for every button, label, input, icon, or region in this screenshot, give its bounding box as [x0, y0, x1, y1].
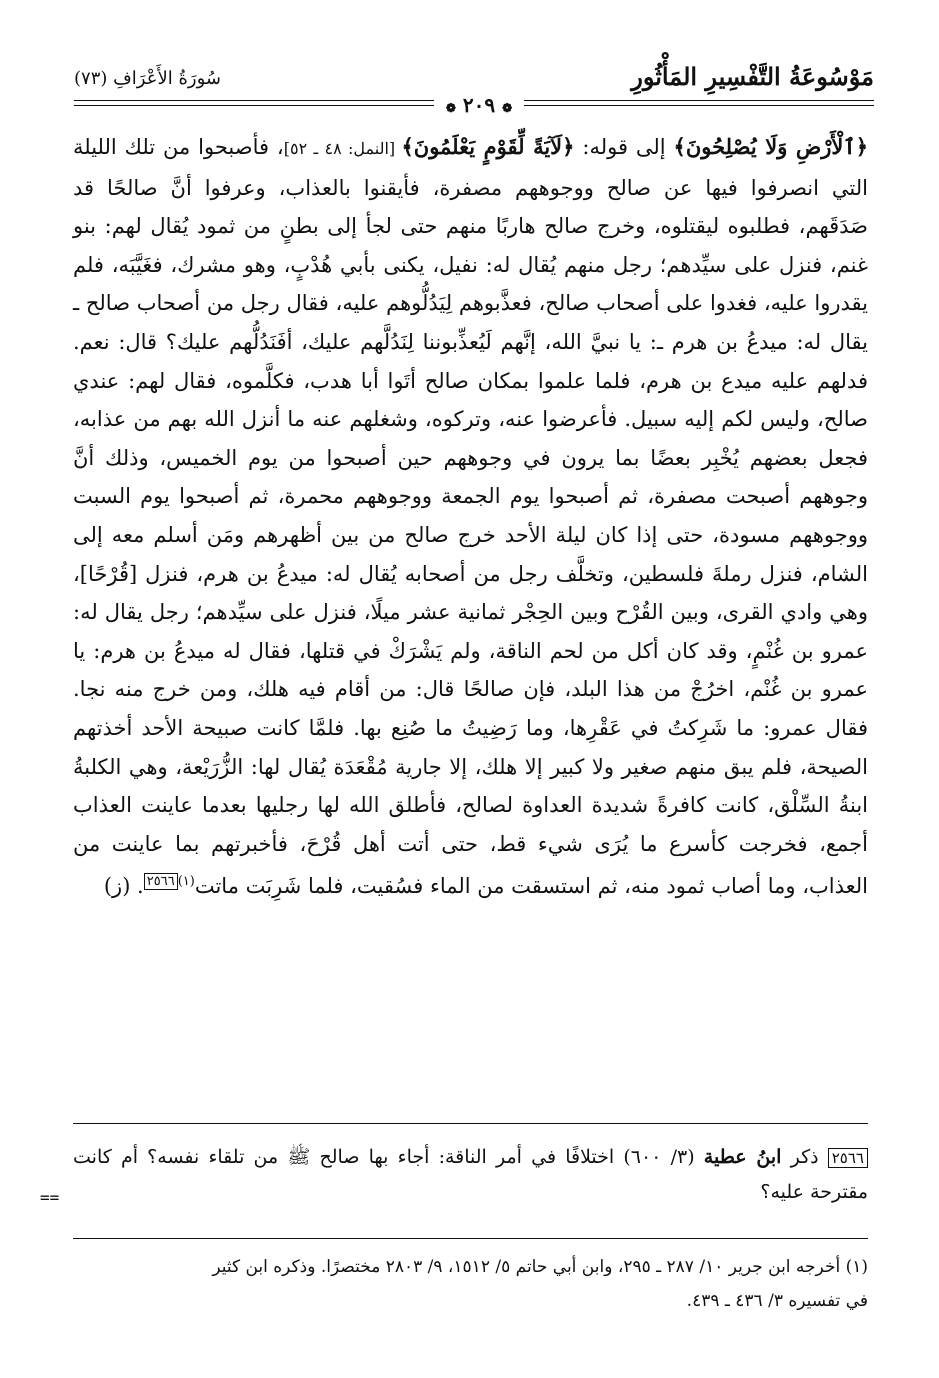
text-run: إلى قوله:: [574, 135, 674, 159]
commentary-note: [73, 1140, 868, 1209]
commentary-text: (٣/ ٦٠٠) اختلافًا في أمر الناقة: أجاء بها صالح ﷺ من تلقاء نفسه؟ أم كانت مقترحة عليه؟: [73, 1146, 868, 1203]
ornament-left-icon: ❁: [445, 101, 456, 115]
page-header: [74, 62, 874, 117]
sura-label: سُورَةُ الأَعْرَافِ (٧٣): [74, 68, 221, 89]
page-number-value: ٢٠٩: [462, 93, 496, 117]
quran-verse: ﴿لَآيَةً لِّقَوْمٍ يَعْلَمُونَ﴾: [401, 134, 575, 159]
main-paragraph: [73, 128, 868, 906]
footnote-separator: [73, 1238, 868, 1239]
quran-verse: ﴿ٱلْأَرْضِ وَلَا يُصْلِحُونَ﴾: [673, 134, 869, 159]
footnote-line: (١) أخرجه ابن جرير ١٠/ ٢٨٧ ـ ٢٩٥، وابن أبي حاتم ٥/ ١٥١٢، ٩/ ٢٨٠٣ مختصرًا. وذكره ابن كثير: [212, 1257, 868, 1277]
commentary-cross-reference[interactable]: ٢٥٦٦: [144, 873, 178, 890]
main-text: [73, 128, 868, 906]
commentary-author: ابنُ عطية: [703, 1146, 782, 1168]
continuation-mark: ==: [40, 1188, 60, 1207]
source-tag: . (ز): [103, 874, 144, 899]
sura-reference: [النمل: ٤٨ ـ ٥٢]: [283, 139, 402, 158]
footnote-marker[interactable]: (١): [177, 874, 195, 890]
ornament-right-icon: ❁: [502, 101, 513, 115]
page-number: [434, 92, 524, 121]
commentary-number: ٢٥٦٦: [828, 1148, 868, 1168]
footnotes: [73, 1250, 868, 1318]
commentary-separator: [73, 1123, 868, 1124]
footnote-line: في تفسيره ٣/ ٤٣٦ ـ ٤٣٩.: [686, 1291, 868, 1311]
book-title: مَوْسُوعَةُ التَّفْسِيرِ المَأْثُورِ: [631, 62, 874, 91]
commentary-text: ذكر: [781, 1146, 828, 1168]
text-run: ، فأصبحوا من تلك الليلة التي انصرفوا فيها عن صالح ووجوههم مصفرة، فأيقنوا بالعذاب، وعرفوا أنَّ صالحًا قد صَدَقَهم، فطلبوه ليقتلوه، وخرج صالح هاربًا منهم حتى لجأ إلى بطنٍ من ثمود يُقال لهم: بنو غنم، فنزل على سيِّدهم؛ رجل منهم يُقال له: نفيل، يكنى بأبي هُدْبٍ، وهو مشرك، فغَيَّبَه، فلم يقدروا عليه، فغدوا على أصحاب صالح، فعذَّبوهم لِيَدُلُّوهم عليه، فقال رجل من أصحاب صالح ـ يقال له: ميدعُ بن هرم ـ: يا نبيَّ الله، إنَّهم لَيُعذِّبوننا لِنَدُلَّهم عليك، أفَنَدُلُّهم عليك؟ قال: نعم. فدلهم عليه ميدع بن هرم، فلما علموا بمكان صالح أتَوا أبا هدب، فكلَّموه، فقال لهم: عندي صالح، وليس لكم إليه سبيل. فأعرضوا عنه، وتركوه، وشغلهم عنه ما أنزل الله بهم من عذابه، فجعل بعضهم يُخْبِر بعضًا بما يرون في وجوههم حين أصبحوا من يوم الخميس، وذلك أنَّ وجوههم أصبحت مصفرة، ثم أصبحوا يوم الجمعة ووجوههم محمرة، ثم أصبحوا يوم السبت ووجوههم مسودة، حتى إذا كان ليلة الأحد خرج صالح من بين أظهرهم ومَن أسلم معه إلى الشام، فنزل رملةَ فلسطين، وتخلَّف رجل من أصحابه يُقال له: ميدعُ بن هرم، فنزل [قُرْحًا]، وهي وادي القرى، وبين القُرْح وبين الحِجْر ثمانية عشر ميلًا، فنزل على سيِّدهم؛ رجل يقال له: عمرو بن غُنْمٍ، وقد كان أكل من لحم الناقة، ولم يَشْرَكْ في قتلها، فقال له ميدعُ بن هرم: يا عمرو بن غُنْم، اخرُجْ من هذا البلد، فإن صالحًا قال: من أقام فيه هلك، ومن خرج منه نجا. فقال عمرو: ما شَرِكتُ في عَقْرِها، وما رَضِيتُ ما صُنِع بها. فلمَّا كانت صبيحة الأحد أخذتهم الصيحة، فلم يبق منهم صغير ولا كبير إلا هلك، إلا جارية مُقْعَدَة يُقال لها: الزُّرَيْعة، وهي الكلبةُ ابنةُ السِّلْق، كانت كافرةً شديدة العداوة لصالح، فأطلق الله لها رجليها بعدما عاينت العذاب أجمع، فخرجت كأسرع ما يُرَى شيء قط، حتى أتت أهل قُرْحَ، فأخبرتهم بما عاينت من العذاب، وما أصاب ثمود منه، ثم استسقت من الماء فسُقيت، فلما شَرِبَت ماتت: [73, 135, 868, 899]
